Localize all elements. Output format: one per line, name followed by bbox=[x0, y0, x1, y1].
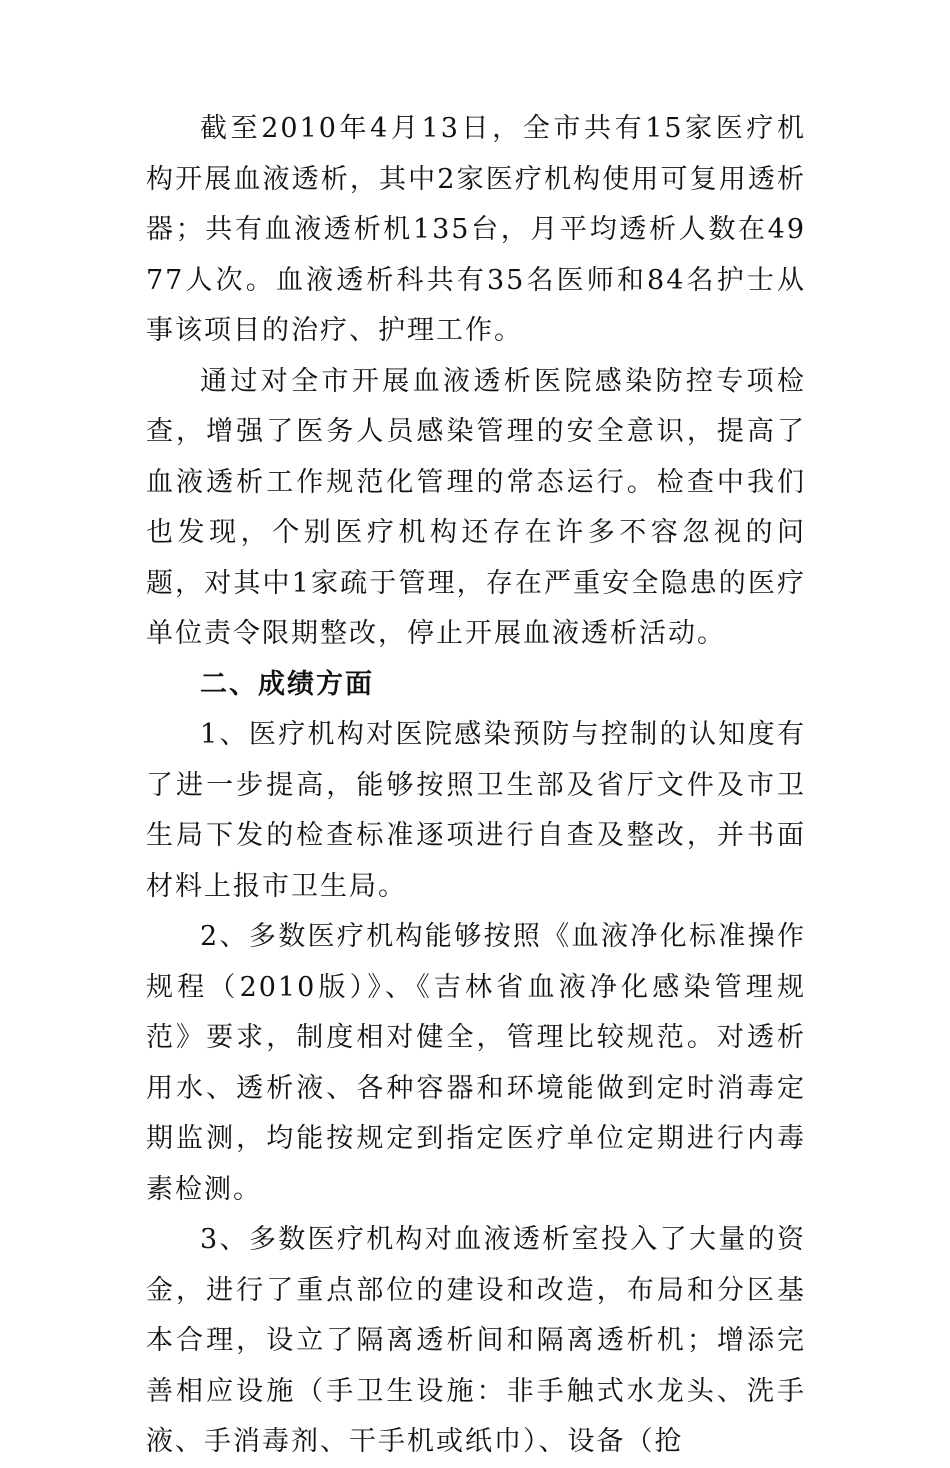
list-item-regulations: 2、多数医疗机构能够按照《血液净化标准操作规程（2010版）》、《吉林省血液净化感染管理规范》要求，制度相对健全，管理比较规范。对透析用水、透析液、各种容器和环境能做到定时消毒定期监测，均能按规定到指定医疗单位定期进行内毒素检测。 bbox=[146, 921, 806, 1205]
section-heading-achievements: 二、成绩方面 bbox=[200, 668, 374, 700]
document-body bbox=[146, 104, 806, 1468]
paragraph-inspection-summary: 通过对全市开展血液透析医院感染防控专项检查，增强了医务人员感染管理的安全意识，提高了血液透析工作规范化管理的常态运行。检查中我们也发现，个别医疗机构还存在许多不容忽视的问题，对其中1家疏于管理，存在严重安全隐患的医疗单位责令限期整改，停止开展血液透析活动。 bbox=[146, 365, 806, 649]
list-item-awareness: 1、医疗机构对医院感染预防与控制的认知度有了进一步提高，能够按照卫生部及省厅文件及市卫生局下发的检查标准逐项进行自查及整改，并书面材料上报市卫生局。 bbox=[146, 719, 806, 902]
list-item-investment: 3、多数医疗机构对血液透析室投入了大量的资金，进行了重点部位的建设和改造，布局和分区基本合理，设立了隔离透析间和隔离透析机；增添完善相应设施（手卫生设施：非手触式水龙头、洗手液、手消毒剂、干手机或纸巾）、设备（抢 bbox=[146, 1224, 806, 1457]
paragraph-statistics: 截至2010年4月13日，全市共有15家医疗机构开展血液透析，其中2家医疗机构使用可复用透析器；共有血液透析机135台，月平均透析人数在4977人次。血液透析科共有35名医师和84名护士从事该项目的治疗、护理工作。 bbox=[146, 113, 806, 346]
